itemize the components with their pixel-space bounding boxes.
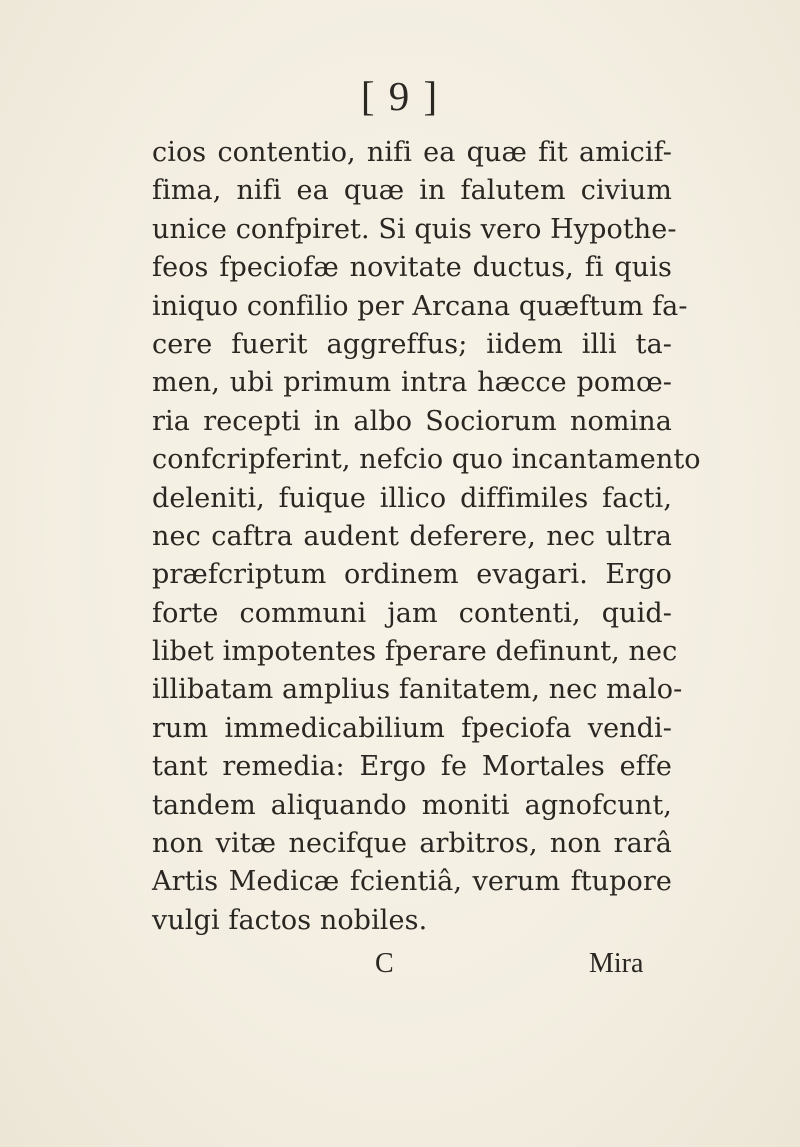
signature-mark: C [375,948,394,979]
text-line: non vitæ necifque arbitros, non rarâ [152,828,672,860]
text-line: unice confpiret. Si quis vero Hypothe- [152,213,677,245]
body-text [152,134,701,940]
text-line: tant remedia: Ergo fe Mortales effe [152,751,672,783]
text-line: cios contentio, nifi ea quæ fit amicif- [152,137,672,168]
text-line: tandem aliquando moniti agnofcunt, [152,789,672,821]
text-line: nec caftra audent deferere, nec ultra [152,520,672,552]
text-line: men, ubi primum intra hæcce pomœ- [152,367,672,399]
text-line: rum immedicabilium fpeciofa vendi- [152,712,672,744]
page-number: [ 9 ] [360,73,440,119]
text-line: fima, nifi ea quæ in falutem civium [152,175,672,207]
text-line: libet impotentes fperare definunt, nec [152,636,678,668]
catchword: Mira [589,948,644,979]
text-line: vulgi factos nobiles. [152,904,428,936]
text-line: præfcriptum ordinem evagari. Ergo [152,559,672,591]
text-line: illibatam amplius fanitatem, nec malo- [152,674,683,706]
page-footer [0,948,800,992]
text-line: feos fpeciofæ novitate ductus, fi quis [152,252,672,284]
text-line: forte communi jam contenti, quid- [152,597,672,629]
text-line: Artis Medicæ fcientiâ, verum ftupore [152,866,672,898]
text-line: cere fuerit aggreffus; iidem illi ta- [152,328,672,360]
text-line: iniquo confilio per Arcana quæftum fa- [152,290,688,322]
text-line: confcripferint, nefcio quo incantamento [152,444,701,476]
text-line: deleniti, fuique illico diffimiles facti, [152,482,672,514]
text-line: ria recepti in albo Sociorum nomina [152,405,672,437]
